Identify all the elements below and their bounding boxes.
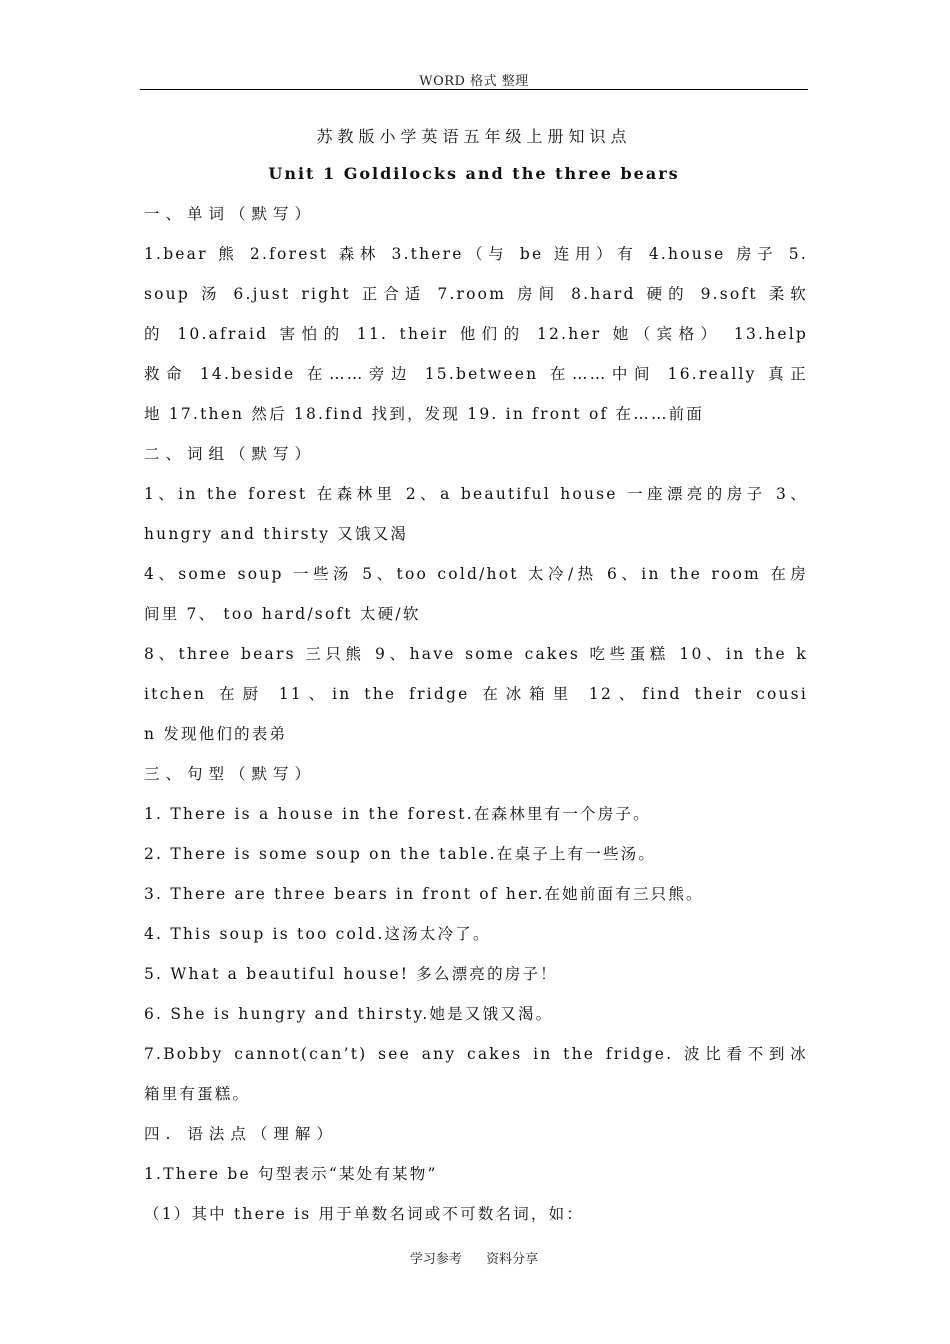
sentence-line: 1. There is a house in the forest.在森林里有一个房子。 xyxy=(144,805,651,823)
phrases-line: 1、in the forest 在森林里 2、a beautiful house 一座漂亮的房子 3、 xyxy=(144,485,808,503)
document-body xyxy=(144,199,808,1239)
grammar-line: 1.There be 句型表示“某处有某物” xyxy=(144,1165,438,1183)
grammar-line: （1）其中 there is 用于单数名词或不可数名词，如： xyxy=(144,1205,585,1223)
phrases-line: 8、three bears 三只熊 9、have some cakes 吃些蛋糕 10、in the k xyxy=(144,645,808,663)
words-line: 救命 14.beside 在……旁边 15.between 在……中间 16.really 真正 xyxy=(144,365,808,383)
document-title: 苏教版小学英语五年级上册知识点 xyxy=(316,127,632,146)
header-rule xyxy=(140,89,808,90)
section-heading-phrases: 二、词组（默写） xyxy=(144,445,317,463)
sentence-line: 2. There is some soup on the table.在桌子上有一些汤。 xyxy=(144,845,657,863)
sentence-line: 5. What a beautiful house! 多么漂亮的房子！ xyxy=(144,965,558,983)
sentence-line: 6. She is hungry and thirsty.她是又饿又渴。 xyxy=(144,1005,554,1023)
footer-left-text: 学习参考 xyxy=(409,1252,462,1267)
phrases-line: n 发现他们的表弟 xyxy=(144,725,288,743)
sentence-line: 箱里有蛋糕。 xyxy=(144,1085,251,1103)
sentence-line: 4. This soup is too cold.这汤太冷了。 xyxy=(144,925,491,943)
phrases-line: itchen 在厨 11、in the fridge 在冰箱里 12、find their cousi xyxy=(144,685,808,703)
sentence-line: 3. There are three bears in front of her.在她前面有三只熊。 xyxy=(144,885,704,903)
section-heading-words: 一、单词（默写） xyxy=(144,205,317,223)
phrases-line: hungry and thirsty 又饿又渴 xyxy=(144,525,409,543)
phrases-line: 间里 7、 too hard/soft 太硬/软 xyxy=(144,605,421,623)
unit-title: Unit 1 Goldilocks and the three bears xyxy=(268,164,680,183)
section-heading-sentences: 三、句型（默写） xyxy=(144,765,317,783)
page-header: WORD 格式 整理 xyxy=(419,74,529,89)
words-line: 1.bear 熊 2.forest 森林 3.there（与 be 连用）有 4.house 房子 5. xyxy=(144,245,808,263)
page-footer xyxy=(140,1248,808,1267)
words-line: 地 17.then 然后 18.find 找到，发现 19. in front of 在……前面 xyxy=(144,405,705,423)
section-heading-grammar: 四. 语法点（理解） xyxy=(144,1125,338,1143)
words-line: 的 10.afraid 害怕的 11. their 他们的 12.her 她（宾格） 13.help xyxy=(144,325,808,343)
phrases-line: 4、some soup 一些汤 5、too cold/hot 太冷/热 6、in the room 在房 xyxy=(144,565,808,583)
sentence-line: 7.Bobby cannot(can’t) see any cakes in the fridge. 波比看不到冰 xyxy=(144,1045,808,1063)
words-line: soup 汤 6.just right 正合适 7.room 房间 8.hard 硬的 9.soft 柔软 xyxy=(144,285,808,303)
footer-right-text: 资料分享 xyxy=(486,1252,539,1267)
